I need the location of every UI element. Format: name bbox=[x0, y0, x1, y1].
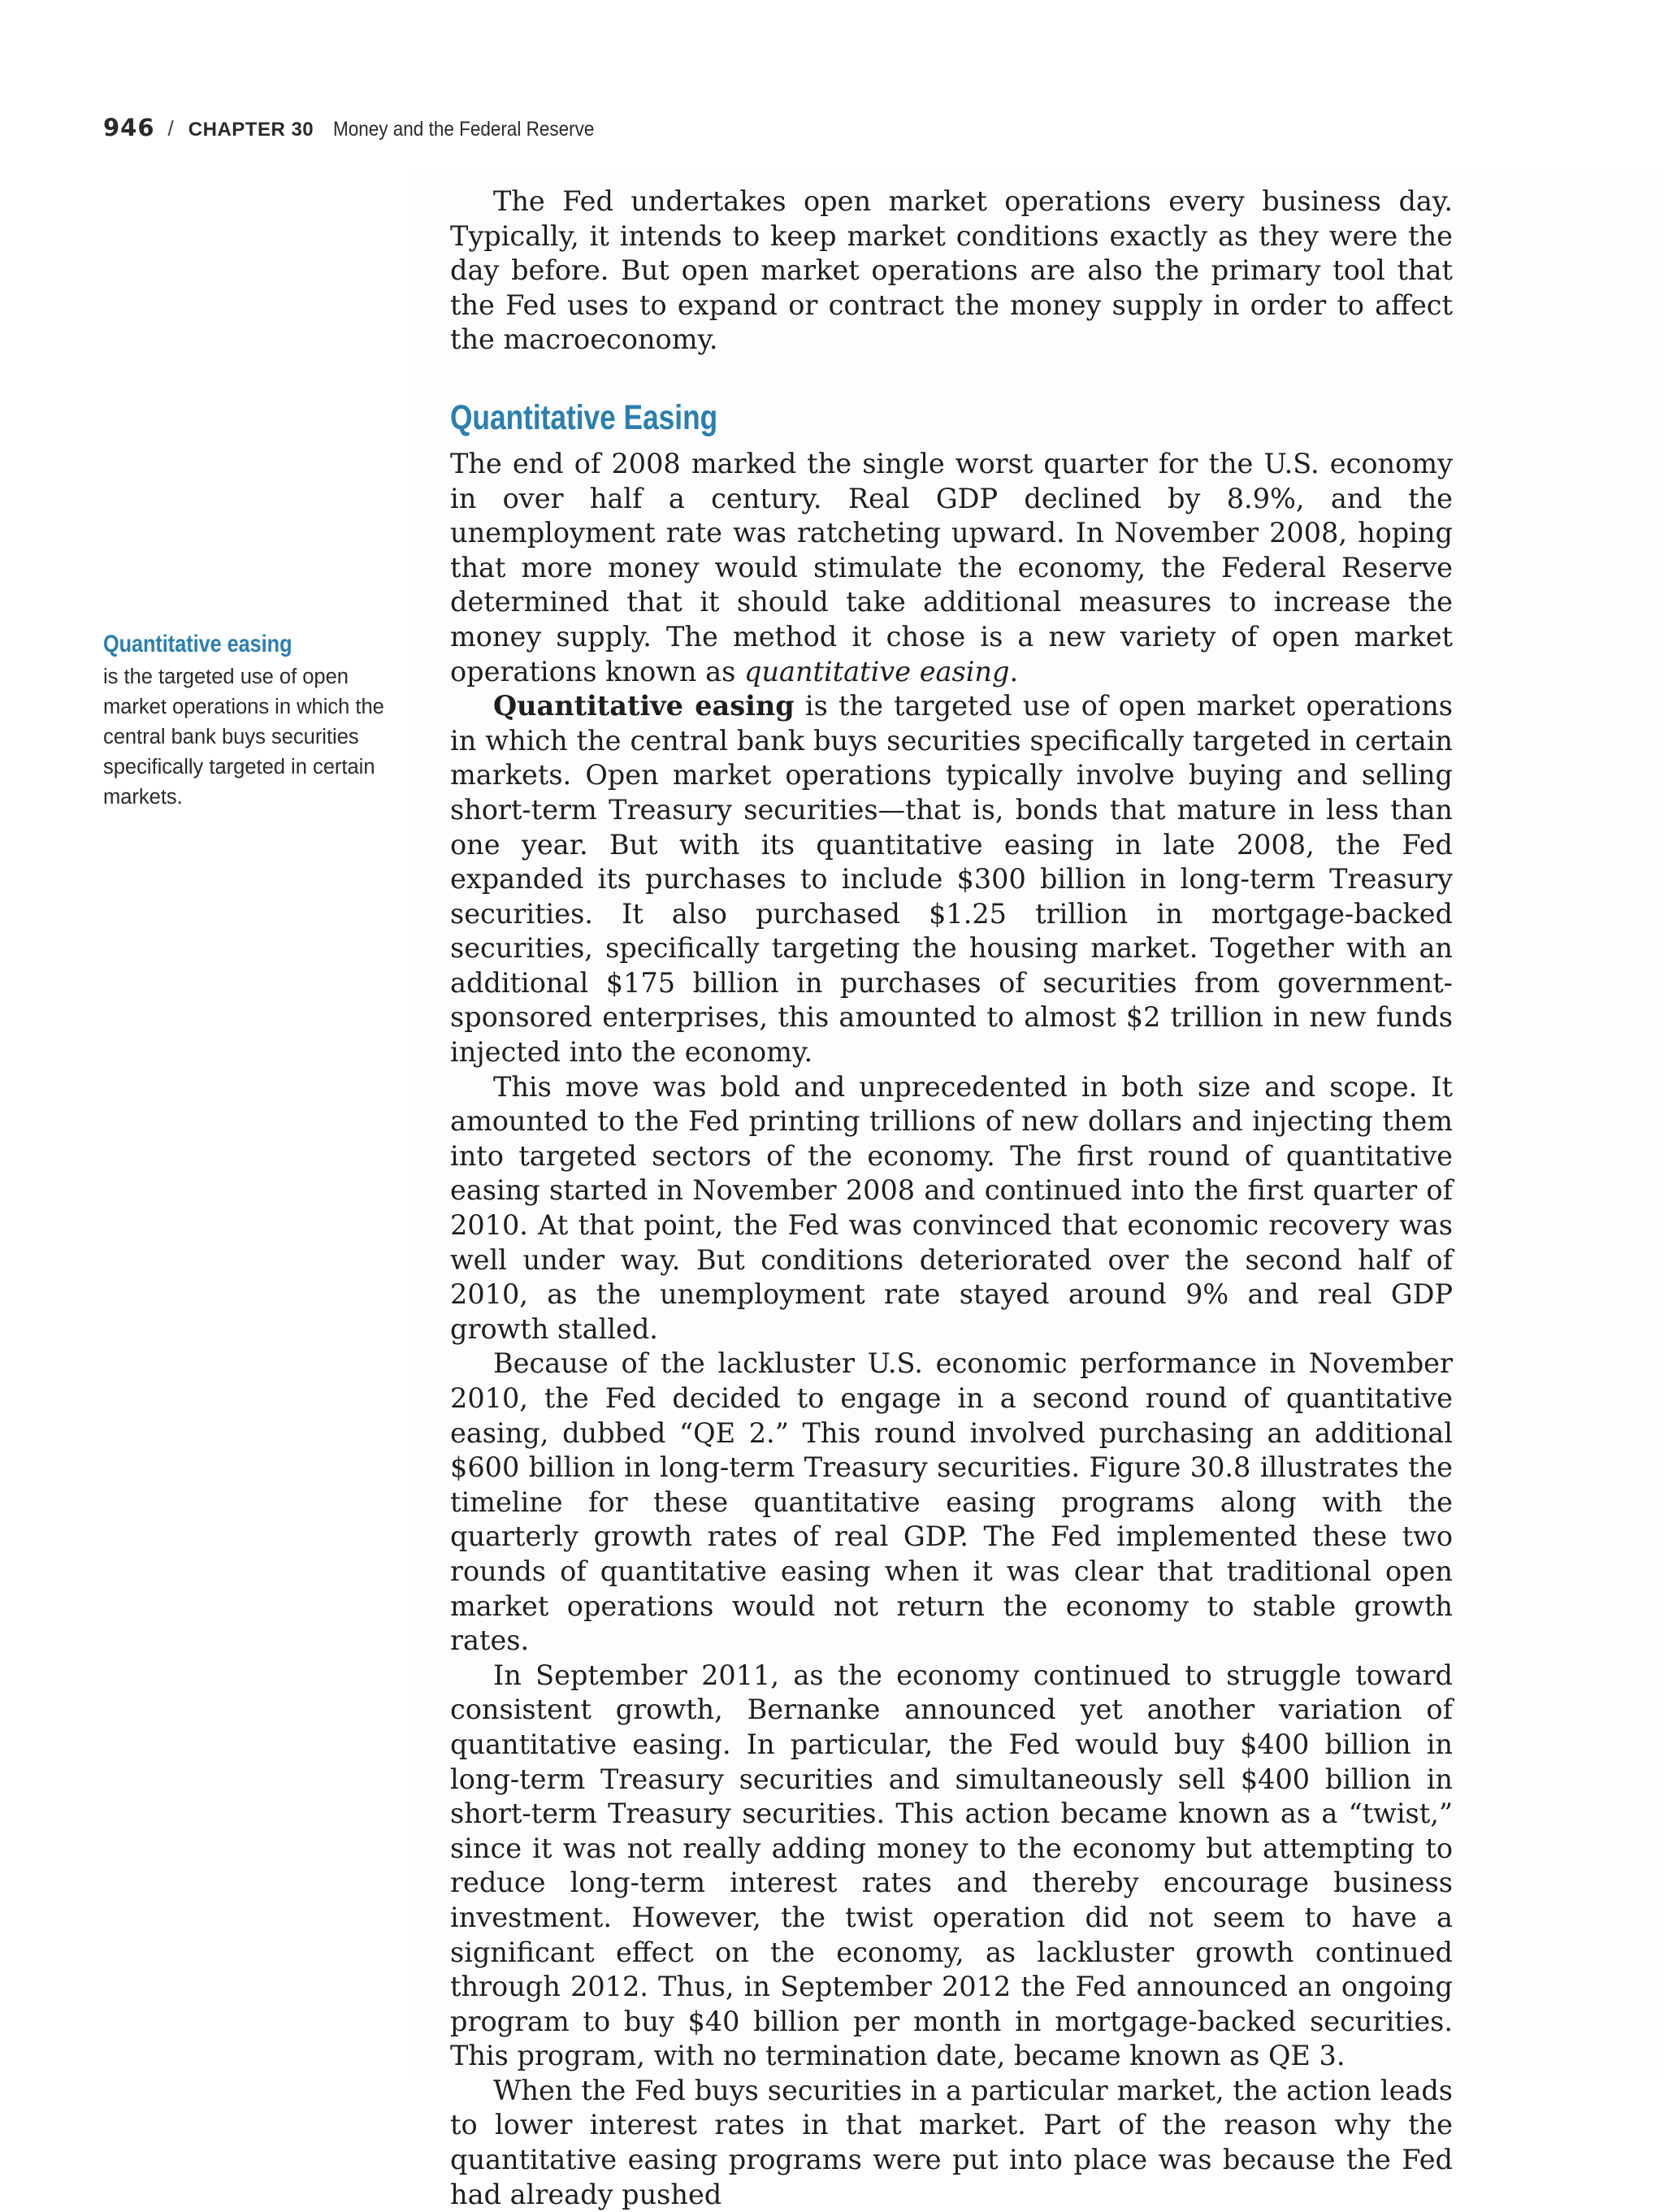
paragraph-1-italic-term: quantitative easing bbox=[743, 655, 1010, 687]
paragraph-1 bbox=[450, 447, 1453, 689]
running-head-separator: / bbox=[167, 116, 174, 141]
margin-note-definition: is the targeted use of open market operations in which the central bank buys securities specifically targeted in certain markets. bbox=[103, 666, 384, 809]
page-number: 946 bbox=[103, 114, 155, 141]
running-head bbox=[103, 114, 623, 146]
chapter-title: Money and the Federal Reserve bbox=[333, 118, 595, 141]
paragraph-4: Because of the lackluster U.S. economic performance in November 2010, the Fed decided to engage in a second round of quantitative easing, dubbed “QE 2.” This round involved purchasing an additional $600 billion in long-term Treasury securities. Figure 30.8 illustrates the timeline for these quantitative easing programs along with the quarterly growth rates of real GDP. The Fed implemented these two rounds of quantitative easing when it was clear that traditional open market operations would not return the economy to stable growth rates. bbox=[450, 1347, 1453, 1657]
margin-glossary-note bbox=[103, 628, 396, 813]
paragraph-5: In September 2011, as the economy continued to struggle toward consistent growth, Bernanke announced yet another variation of quantitative easing. In particular, the Fed would buy $400 billion in long-term Treasury securities and simultaneously sell $400 billion in short-term Treasury securities. This action became known as a “twist,” since it was not really adding money to the economy but attempting to reduce long-term interest rates and thereby encourage business investment. However, the twist operation did not seem to have a significant effect on the economy, as lackluster growth continued through 2012. Thus, in September 2012 the Fed announced an ongoing program to buy $40 billion per month in mortgage-backed securities. This program, with no termination date, became known as QE 3. bbox=[450, 1659, 1453, 2072]
section-heading: Quantitative Easing bbox=[450, 397, 718, 437]
paragraph-2-text: is the targeted use of open market operations in which the central bank buys securities specifically targeted in certain markets. Open market operations typically involve buying and selling short-term Treasury securities—that is, bonds that mature in less than one year. But with its quantitative easing in late 2008, the Fed expanded its purchases to include $300 billion in long-term Treasury securities. It also purchased $1.25 trillion in mortgage-backed securities, specifically targeting the housing market. Together with an additional $175 billion in purchases of securities from government-sponsored enterprises, this amounted to almost $2 trillion in new funds injected into the economy. bbox=[450, 690, 1453, 1069]
margin-note-term: Quantitative easing bbox=[103, 631, 292, 657]
main-text-column bbox=[450, 184, 1453, 2212]
paragraph-3: This move was bold and unprecedented in both size and scope. It amounted to the Fed printing trillions of new dollars and injecting them into targeted sectors of the economy. The first round of quantitative easing started in November 2008 and continued into the first quarter of 2010. At that point, the Fed was convinced that economic recovery was well under way. But conditions deteriorated over the second half of 2010, as the unemployment rate stayed around 9% and real GDP growth stalled. bbox=[450, 1070, 1453, 1345]
chapter-label: CHAPTER 30 bbox=[188, 119, 314, 141]
paragraph-6: When the Fed buys securities in a particular market, the action leads to lower interest rates in that market. Part of the reason why the quantitative easing programs were put into place was because the Fed had already pushed bbox=[450, 2074, 1453, 2210]
intro-paragraph: The Fed undertakes open market operations every business day. Typically, it intends to keep market conditions exactly as they were the day before. But open market operations are also the primary tool that the Fed uses to expand or contract the money supply in order to affect the macroeconomy. bbox=[450, 185, 1453, 356]
paragraph-1-end: . bbox=[1009, 655, 1019, 687]
key-term: Quantitative easing bbox=[493, 690, 795, 722]
paragraph-1-text: The end of 2008 marked the single worst quarter for the U.S. economy in over half a century. Real GDP declined by 8.9%, and the unemployment rate was ratcheting upward. In November 2008, hoping that more money would stimulate the economy, the Federal Reserve determined that it should take additional measures to increase the money supply. The method it chose is a new variety of open market operations known as bbox=[450, 447, 1453, 687]
paragraph-2 bbox=[450, 689, 1453, 1070]
